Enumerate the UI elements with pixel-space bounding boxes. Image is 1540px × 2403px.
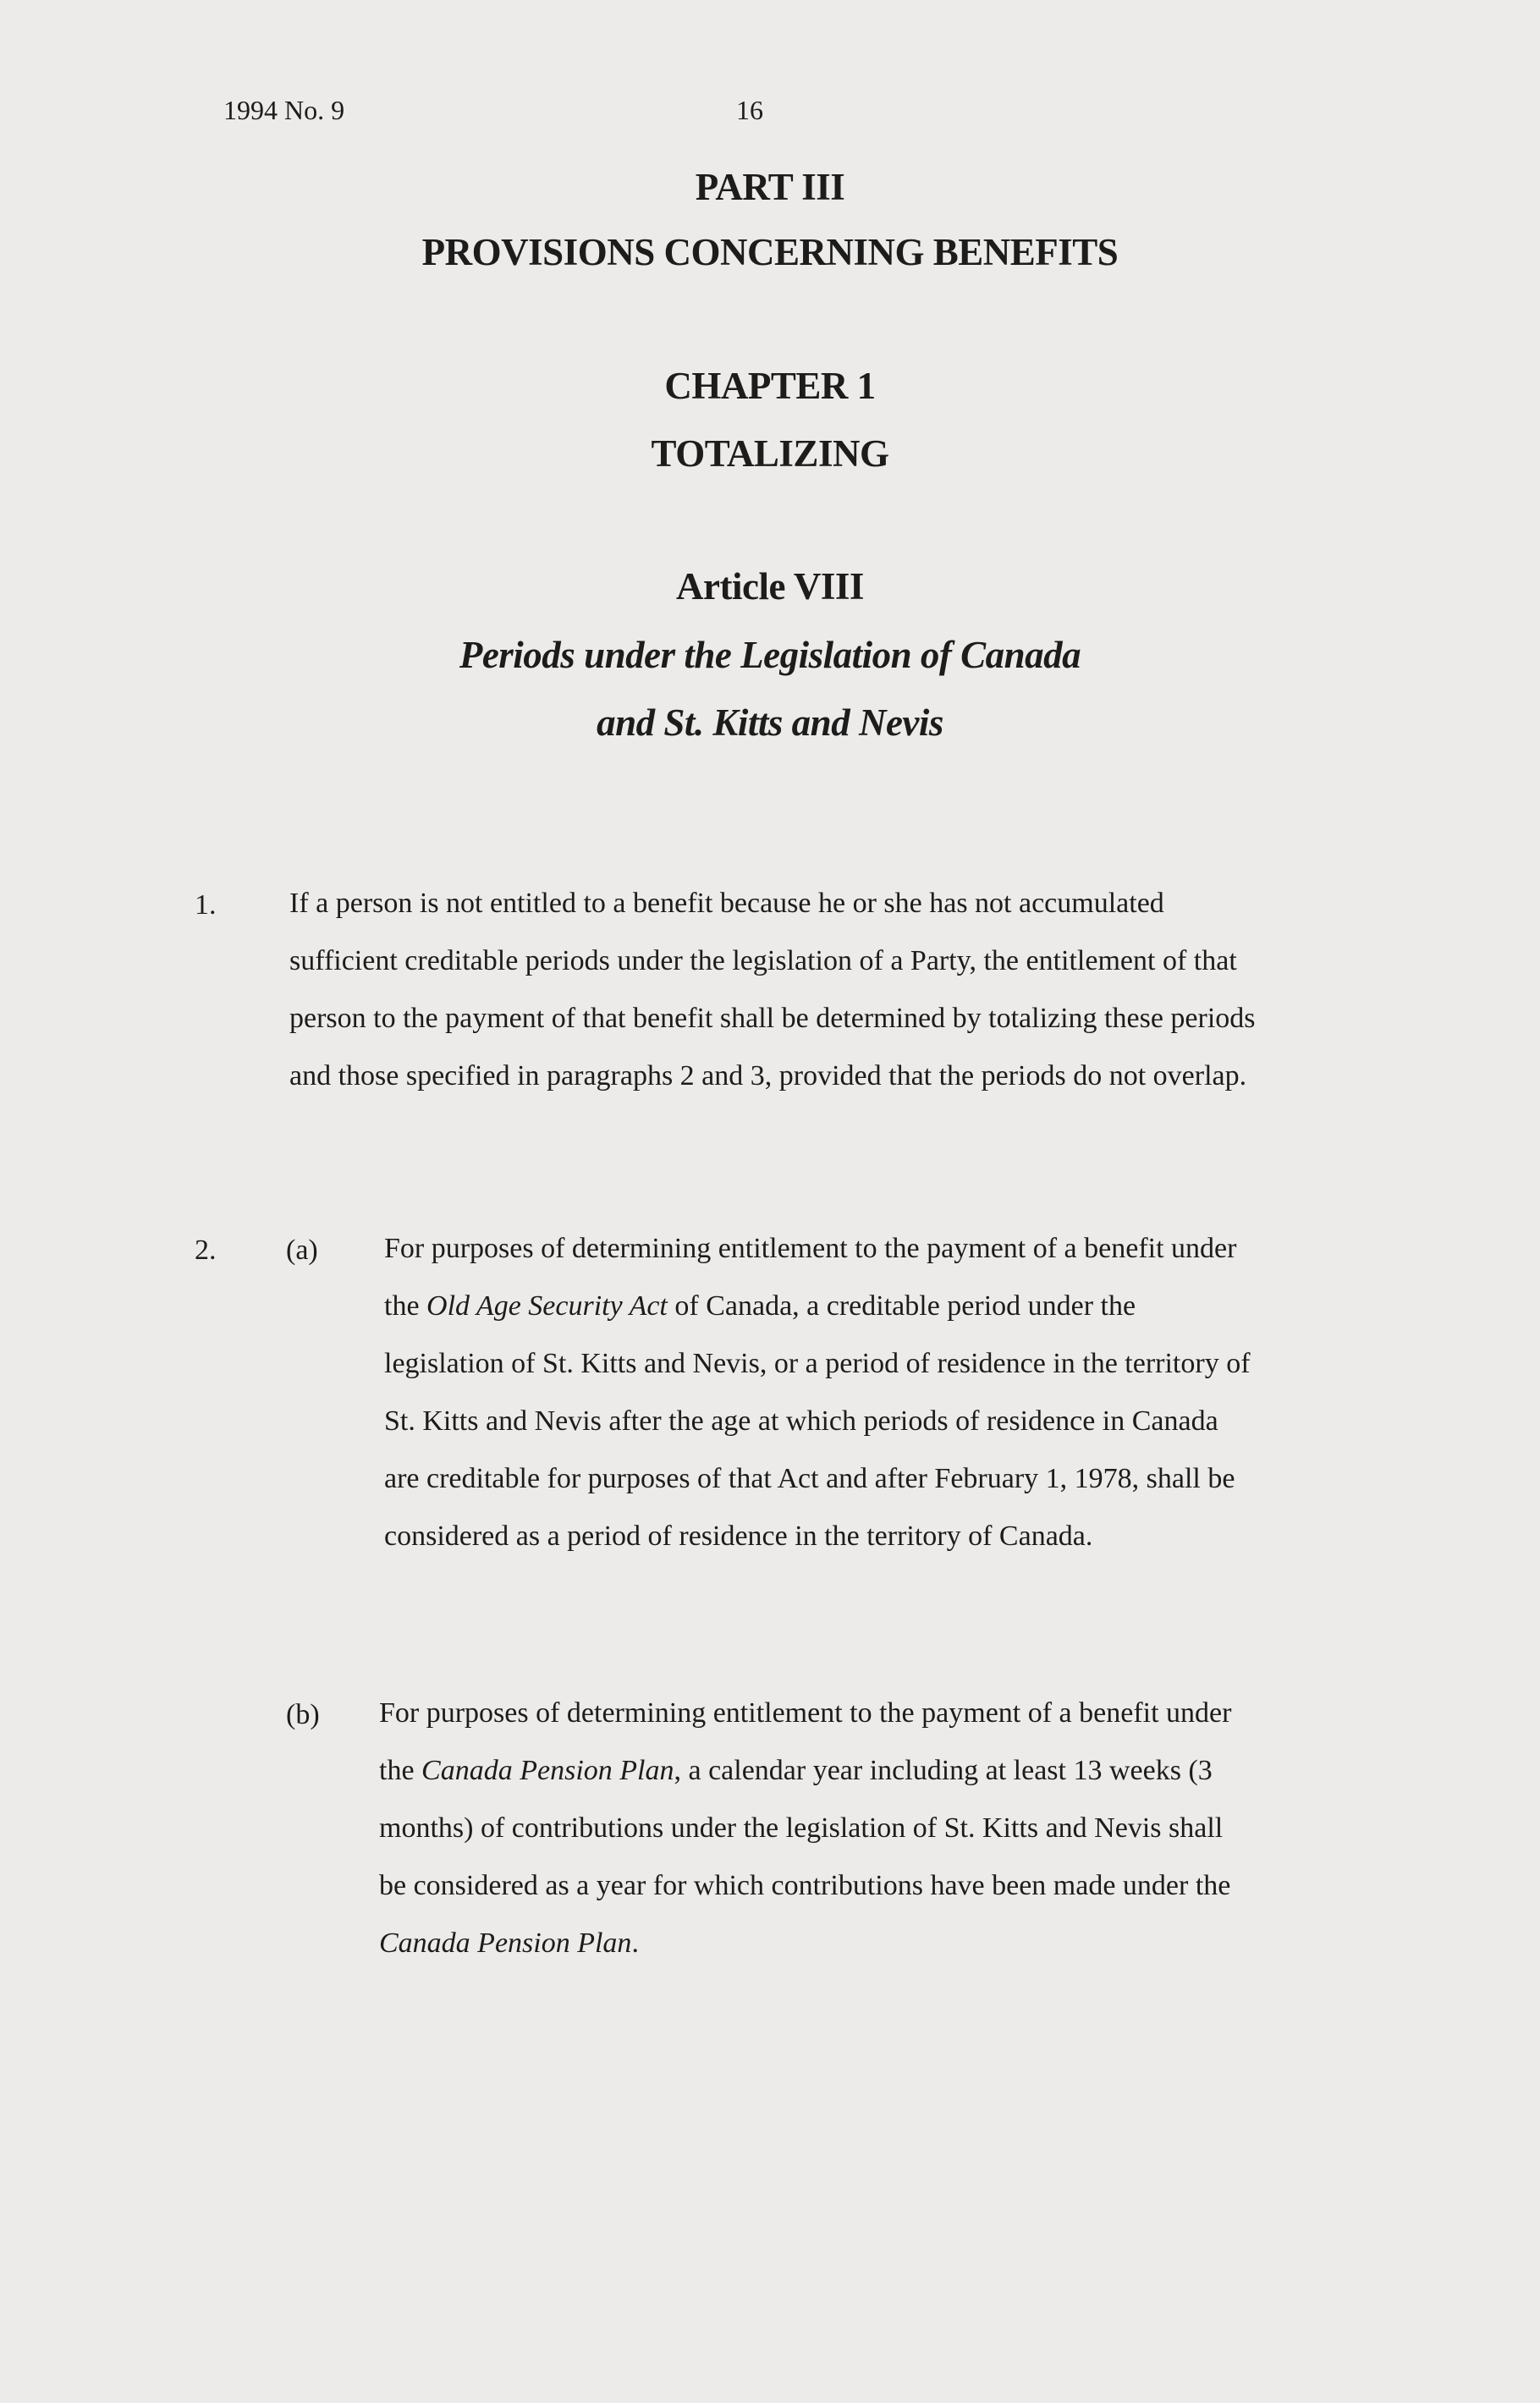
chapter-heading: CHAPTER 1 xyxy=(664,365,876,407)
article-heading: Article VIII xyxy=(676,565,864,608)
subparagraph-label: (a) xyxy=(286,1234,318,1266)
subparagraph-label: (b) xyxy=(286,1699,320,1730)
article-title-line-2: and St. Kitts and Nevis xyxy=(597,701,943,744)
part-heading: PART III xyxy=(695,166,845,208)
article-title-line-1: Periods under the Legislation of Canada xyxy=(459,634,1081,676)
subparagraph-text-segment: of Canada, a creditable period under the legislation of St. Kitts and Nevis, or a period of residence in the territory of St. Kitts and Nevis after the age at which periods of residence in Canada are creditable for purposes of that Act and after February 1, 1978, shall be considered as a period of residence in the territory of Canada. xyxy=(384,1290,1251,1552)
paragraph-number: 2. xyxy=(195,1234,217,1266)
subparagraph-text-segment: , a calendar year including at least 13 weeks (3 months) of contributions under the legislation of St. Kitts and Nevis shall be considered as a year for which contributions have been made under the xyxy=(379,1755,1231,1901)
act-title: Canada Pension Plan xyxy=(421,1755,674,1786)
paragraph-text: If a person is not entitled to a benefit because he or she has not accumulated sufficient creditable periods under the legislation of a Party, the entitlement of that person to the payment of that benefit shall be determined by totalizing these periods and those specified in paragraphs 2 and 3, provided that the periods do not overlap. xyxy=(289,888,1256,1092)
paragraph-number: 1. xyxy=(195,889,217,921)
page-header xyxy=(0,95,1540,132)
subparagraph-text-segment: For purposes of determining entitlement to the payment of a benefit under the xyxy=(384,1233,1237,1322)
act-title: Canada Pension Plan xyxy=(379,1927,632,1959)
chapter-title: TOTALIZING xyxy=(651,432,889,475)
document-reference: 1994 No. 9 xyxy=(223,95,345,125)
part-title: PROVISIONS CONCERNING BENEFITS xyxy=(421,231,1119,273)
subparagraph-text xyxy=(379,1685,1256,1972)
subparagraph-text-segment: . xyxy=(631,1927,639,1959)
act-title: Old Age Security Act xyxy=(426,1290,668,1322)
subparagraph-text-segment: For purposes of determining entitlement to the payment of a benefit under the xyxy=(379,1697,1232,1786)
subparagraph-text xyxy=(384,1220,1256,1565)
page-number: 16 xyxy=(736,95,763,125)
